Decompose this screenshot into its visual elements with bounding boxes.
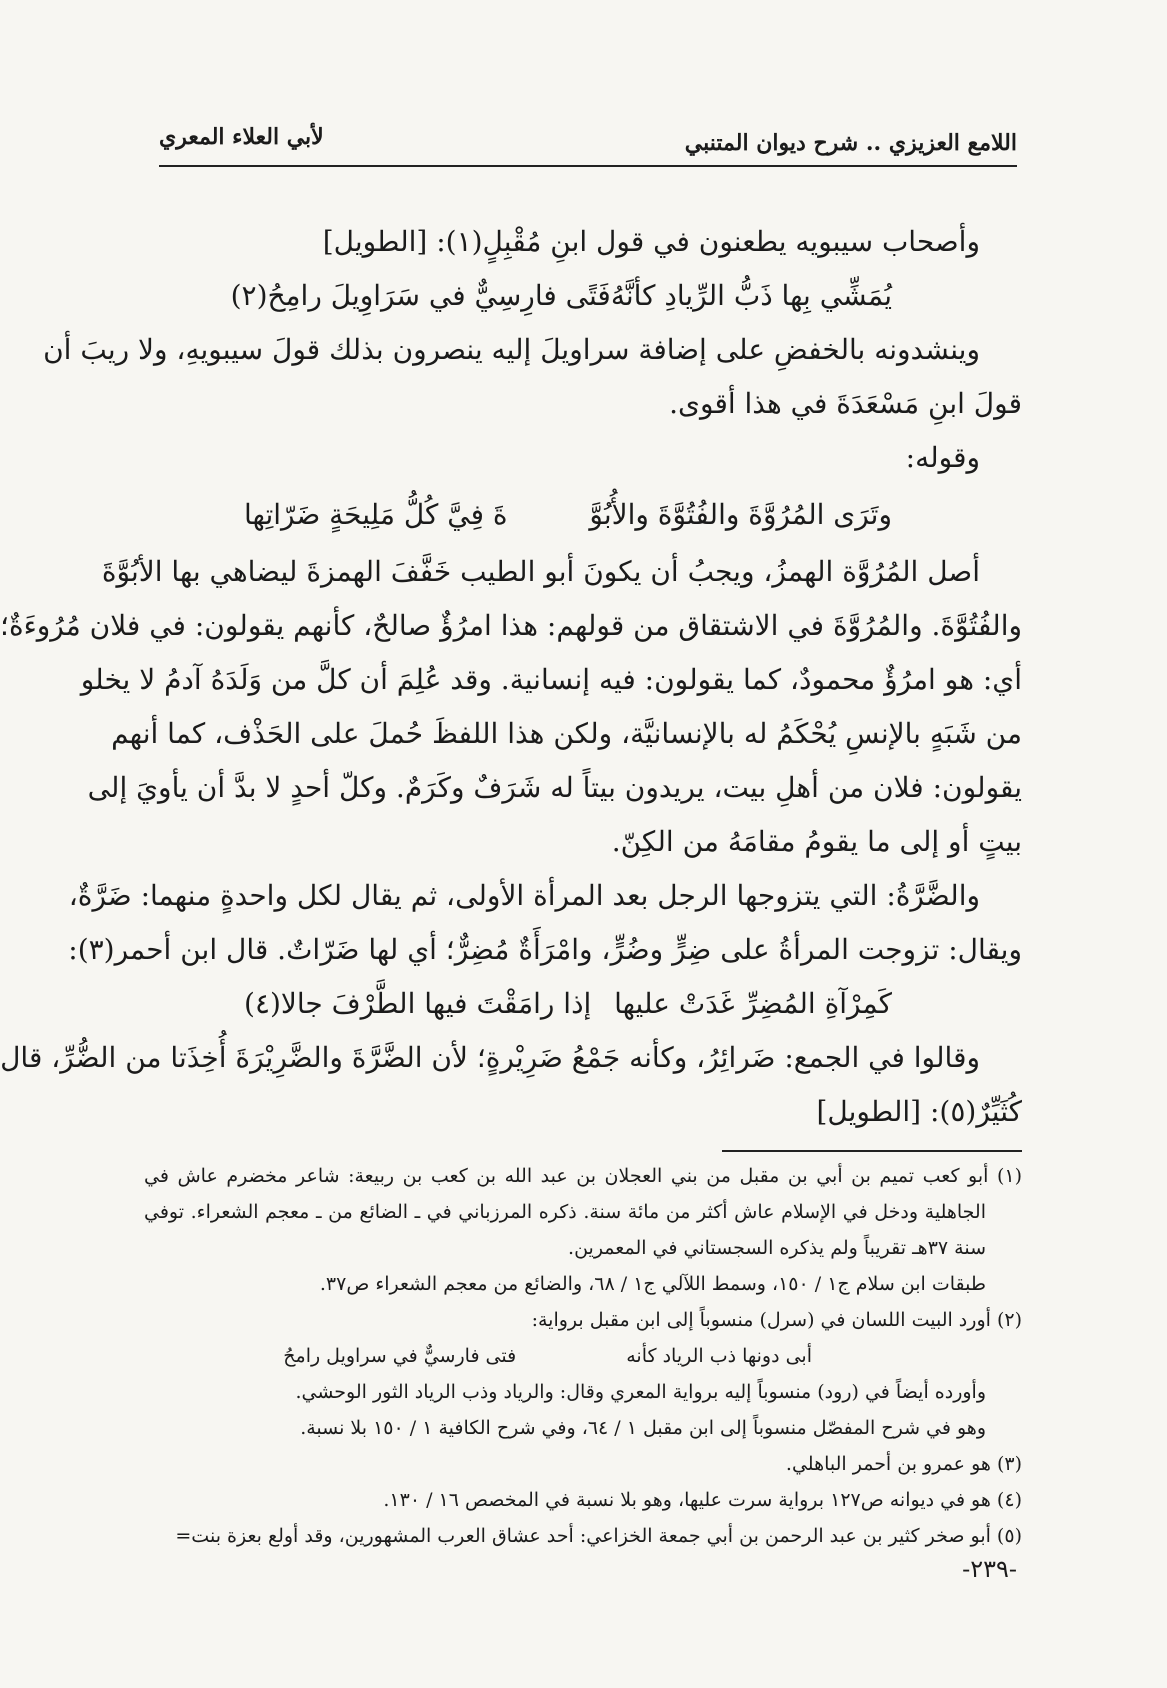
main-text	[0, 215, 1022, 1139]
verse-first-hemistich: أبى دونها ذب الرياد كأنه	[626, 1345, 812, 1367]
paragraph-line: وأصحاب سيبويه يطعنون في قول ابنِ مُقْبِلٍ(١): [الطويل]	[322, 225, 980, 258]
footnote-line: وأورده أيضاً في (رود) منسوباً إليه برواية المعري وقال: والرياد وذب الرياد الثور الوحشي.	[295, 1381, 986, 1403]
verse-line	[144, 977, 1022, 1031]
paragraph-line: وقوله:	[905, 441, 980, 474]
verse-first-hemistich: وتَرَى المُرُوَّةَ والفُتُوَّةَ والأُبُوَّ	[589, 498, 892, 531]
paragraph-line: بيتٍ أو إلى ما يقومُ مقامَهُ من الكِنّ.	[611, 825, 1022, 858]
footnote-line: (١) أبو كعب تميم بن أبي بن مقبل من بني العجلان بن عبد الله بن كعب بن ربيعة: شاعر مخضرم عاش في	[144, 1165, 1022, 1187]
paragraph-line: كُثَيِّرٌ(٥): [الطويل]	[816, 1095, 1022, 1128]
footnote-rule	[722, 1150, 1022, 1152]
footnote-line: (٤) هو في ديوانه ص١٢٧ برواية سرت عليها، وهو بلا نسبة في المخصص ١٦ / ١٣٠.	[383, 1489, 1022, 1511]
footnote-line: (٢) أورد البيت اللسان في (سرل) منسوباً إلى ابن مقبل برواية:	[531, 1309, 1022, 1331]
verse-line	[144, 269, 1022, 323]
footnote-line: وهو في شرح المفصّل منسوباً إلى ابن مقبل ١ / ٦٤، وفي شرح الكافية ١ / ١٥٠ بلا نسبة.	[300, 1417, 986, 1439]
paragraph-line: أي: هو امرُؤٌ محمودٌ، كما يقولون: فيه إنسانية. وقد عُلِمَ أن كلَّ من وَلَدَهُ آدمُ لا يخلو	[80, 663, 1022, 696]
verse-line	[144, 485, 1022, 545]
paragraph-line: والضَّرَّةُ: التي يتزوجها الرجل بعد المرأة الأولى، ثم يقال لكل واحدةٍ منهما: ضَرَّةٌ،	[68, 879, 980, 912]
footnotes	[144, 1158, 1022, 1554]
paragraph-line: ويقال: تزوجت المرأةُ على ضِرٍّ وضُرٍّ، وامْرَأَةٌ مُضِرٌّ؛ أي لها ضَرّاتٌ. قال ابن أحمر(٣):	[68, 933, 1022, 966]
footnote-line: طبقات ابن سلام ج١ / ١٥٠، وسمط اللآلي ج١ / ٦٨، والضائع من معجم الشعراء ص٣٧.	[319, 1273, 986, 1295]
header-rule	[159, 165, 1017, 167]
verse-second-hemistich: ةَ فِيَّ كُلُّ مَلِيحَةٍ ضَرّاتِها	[244, 498, 508, 531]
paragraph-line: قولَ ابنِ مَسْعَدَةَ في هذا أقوى.	[669, 387, 1022, 420]
paragraph-line: والفُتُوَّةَ. والمُرُوَّةَ في الاشتقاق من قولهم: هذا امرُؤٌ صالحٌ، كأنهم يقولون: في فلان مُرُوءَةٌ؛	[0, 609, 1022, 642]
paragraph-line: وينشدونه بالخفضِ على إضافة سراويلَ إليه ينصرون بذلك قولَ سيبويهِ، ولا ريبَ أن	[43, 333, 980, 366]
paragraph-line: من شَبَهٍ بالإنسِ يُحْكَمُ له بالإنسانيَّة، ولكن هذا اللفظَ حُملَ على الحَذْف، كما أنهم	[111, 717, 1022, 750]
paragraph-line: أصل المُرُوَّة الهمزُ، ويجبُ أن يكونَ أبو الطيب خَفَّفَ الهمزةَ ليضاهي بها الأبُوَّةَ	[101, 555, 980, 588]
paragraph-line: وقالوا في الجمع: ضَرائِرُ، وكأنه جَمْعُ ضَرِيْرةٍ؛ لأن الضَّرَّةَ والضَّرِيْرَةَ أُخِذَتا من الضُّرِّ، قال	[0, 1041, 980, 1074]
running-header-author: لأبي العلاء المعري	[159, 124, 324, 150]
footnote-verse	[144, 1338, 1022, 1374]
running-header-title: اللامع العزيزي .. شرح ديوان المتنبي	[684, 130, 1017, 156]
footnote-line: (٥) أبو صخر كثير بن عبد الرحمن بن أبي جمعة الخزاعي: أحد عشاق العرب المشهورين، وقد أولع بعزة بنت=	[175, 1525, 1022, 1547]
footnote-line: سنة ٣٧هـ تقريباً ولم يذكره السجستاني في المعمرين.	[568, 1237, 986, 1259]
page-number: -٢٣٩-	[962, 1555, 1017, 1583]
verse-second-hemistich: إذا رامَقْتَ فيها الطَّرْفَ جالا(٤)	[244, 987, 592, 1020]
verse-second-hemistich: فَتًى فارِسِيٌّ في سَرَاوِيلَ رامِحُ(٢)	[230, 279, 611, 312]
verse-first-hemistich: يُمَشِّي بِها ذَبُّ الرِّيادِ كأنَّهُ	[610, 279, 892, 312]
verse-first-hemistich: كَمِرْآةِ المُضِرِّ غَدَتْ عليها	[614, 987, 892, 1020]
paragraph-line: يقولون: فلان من أهلِ بيت، يريدون بيتاً له شَرَفٌ وكَرَمٌ. وكلّ أحدٍ لا بدَّ أن يأويَ إلى	[87, 771, 1022, 804]
footnote-line: الجاهلية ودخل في الإسلام عاش أكثر من مائة سنة. ذكره المرزباني في ـ الضائع من ـ معجم الشعراء. توفي	[144, 1201, 986, 1223]
footnote-line: (٣) هو عمرو بن أحمر الباهلي.	[785, 1453, 1022, 1475]
verse-second-hemistich: فتى فارسيٌّ في سراويل رامحُ	[283, 1345, 517, 1367]
